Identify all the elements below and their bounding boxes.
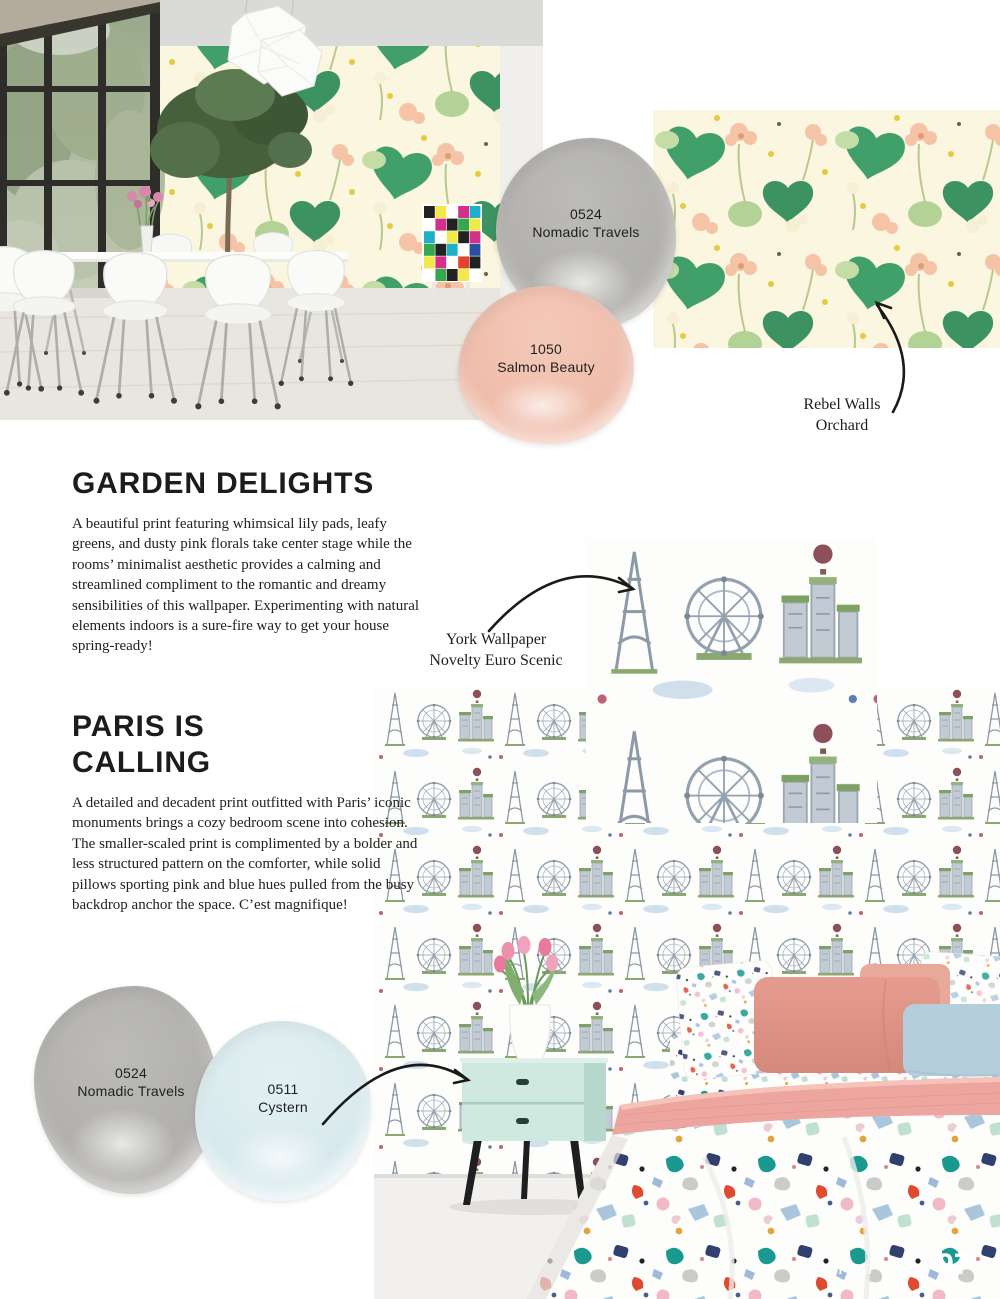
paris-is-calling-title xyxy=(72,709,211,781)
york-wallpaper-caption xyxy=(408,629,584,671)
garden-delights-title: GARDEN DELIGHTS xyxy=(72,467,375,500)
title-line: CALLING xyxy=(72,746,211,779)
paint-code: 1050 xyxy=(530,341,562,357)
paint-swatch-nomadic-travels-bottom xyxy=(34,986,218,1194)
issue-label: SPRING 2019 xyxy=(799,1262,931,1278)
caption-line: York Wallpaper xyxy=(445,631,547,648)
paris-is-calling-body: A detailed and decadent print outfitted with Paris’ iconic monuments brings a cozy bedroom scene into cohesion. The smaller-scaled print is complimented by a bolder and less structured pattern on the comforter, while solid pillows sporting pink and blue hues pulled from the busy backdrop anchor the space. C’est magnifique! xyxy=(72,795,418,914)
caption-line: Rebel Walls xyxy=(803,396,881,413)
caption-line: Novelty Euro Scenic xyxy=(429,652,563,669)
paint-swatch-cystern xyxy=(195,1021,371,1201)
paint-code: 0524 xyxy=(115,1065,147,1081)
caption-line: Orchard xyxy=(815,417,869,434)
paint-name: Salmon Beauty xyxy=(497,359,595,375)
title-line: PARIS IS xyxy=(72,710,205,743)
paint-name: Nomadic Travels xyxy=(532,224,640,240)
paint-name: Cystern xyxy=(258,1099,308,1115)
paint-code: 0524 xyxy=(570,206,602,222)
page-number: 97 xyxy=(937,1248,971,1281)
paint-name: Nomadic Travels xyxy=(77,1083,185,1099)
paint-swatch-salmon-beauty xyxy=(458,286,634,444)
orchard-wallpaper-swatch xyxy=(653,110,1000,348)
page-footer xyxy=(799,1250,970,1280)
paint-code: 0511 xyxy=(267,1081,299,1097)
york-wallpaper-inset-swatch xyxy=(586,538,877,823)
rebel-walls-orchard-caption xyxy=(781,394,903,436)
garden-delights-body: A beautiful print featuring whimsical lily pads, leafy greens, and dusty pink florals take center stage while the rooms’ minimalist aesthetic provides a calming and streamlined compliment to the romantic and dreamy sensibilities of this wallpaper. Experimenting with natural elements indoors is a sure-fire way to get your house spring-ready! xyxy=(72,516,420,655)
